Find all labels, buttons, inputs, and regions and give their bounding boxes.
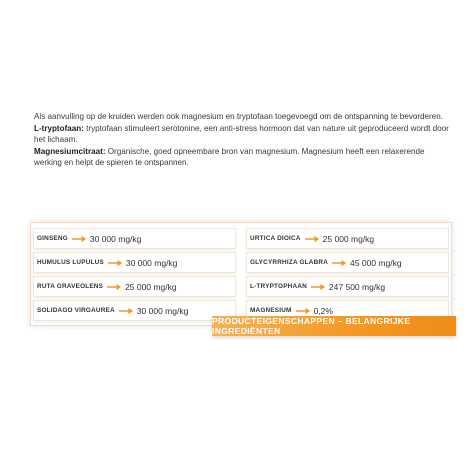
ingredient-row <box>33 276 236 297</box>
ingredients-panel <box>30 222 452 326</box>
ingredient-row <box>33 252 236 273</box>
ingredient-name: GLYCYRRHIZA GLABRA <box>250 259 329 266</box>
ingredient-value: 0,2% <box>313 305 333 316</box>
ingredient-name: L-TRYPTOPHAAN <box>250 283 307 290</box>
ingredient-name: HUMULUS LUPULUS <box>37 259 104 266</box>
intro-text <box>34 111 454 169</box>
ingredient-name: RUTA GRAVEOLENS <box>37 283 104 290</box>
ingredient-name: GINSENG <box>37 235 68 242</box>
ingredient-name: URTICA DIOICA <box>250 235 301 242</box>
arrow-right-icon <box>311 283 325 291</box>
ingredient-name: MAGNESIUM <box>250 307 292 314</box>
arrow-right-icon <box>305 235 319 243</box>
arrow-right-icon <box>72 235 86 243</box>
arrow-right-icon <box>119 307 133 315</box>
ingredients-column-right <box>246 228 449 324</box>
banner-title: PRODUCTEIGENSCHAPPEN – BELANGRIJKE INGREDIËNTEN <box>212 316 411 336</box>
ingredient-row <box>246 228 449 249</box>
magnesium-text: Organische, goed opneembare bron van magnesium. Magnesium heeft een relaxerende werking en helpt de spieren te ontspannen. <box>34 146 425 167</box>
ingredient-value: 247 500 mg/kg <box>328 281 386 292</box>
arrow-right-icon <box>296 307 310 315</box>
ingredient-value: 30 000 mg/kg <box>125 257 178 268</box>
intro-line: Als aanvulling op de kruiden werden ook magnesium en tryptofaan toegevoegd om de ontspanning te bevorderen. <box>34 112 444 121</box>
tryptofaan-text: tryptofaan stimuleert serotonine, een anti-stress hormoon dat van nature uit geproduceerd wordt door het lichaam. <box>34 123 449 144</box>
ingredient-value: 30 000 mg/kg <box>89 233 142 244</box>
magnesium-label: Magnesiumcitraat: <box>34 146 106 156</box>
ingredient-name: SOLIDAGO VIRGAUREA <box>37 307 115 314</box>
ingredient-value: 25 000 mg/kg <box>322 233 375 244</box>
ingredient-value: 45 000 mg/kg <box>350 257 402 268</box>
ingredient-value: 25 000 mg/kg <box>125 281 177 292</box>
ingredient-row <box>33 300 236 321</box>
ingredient-row <box>246 252 449 273</box>
tryptofaan-paragraph <box>34 123 454 146</box>
arrow-right-icon <box>107 283 121 291</box>
ingredient-row <box>33 228 236 249</box>
magnesium-paragraph <box>34 146 454 169</box>
ingredient-value: 30 000 mg/kg <box>136 305 189 316</box>
arrow-right-icon <box>332 259 346 267</box>
tryptofaan-label: L-tryptofaan: <box>34 123 84 133</box>
ingredient-row <box>246 276 449 297</box>
section-banner <box>212 316 456 336</box>
arrow-right-icon <box>108 259 122 267</box>
ingredients-column-left <box>33 228 236 324</box>
